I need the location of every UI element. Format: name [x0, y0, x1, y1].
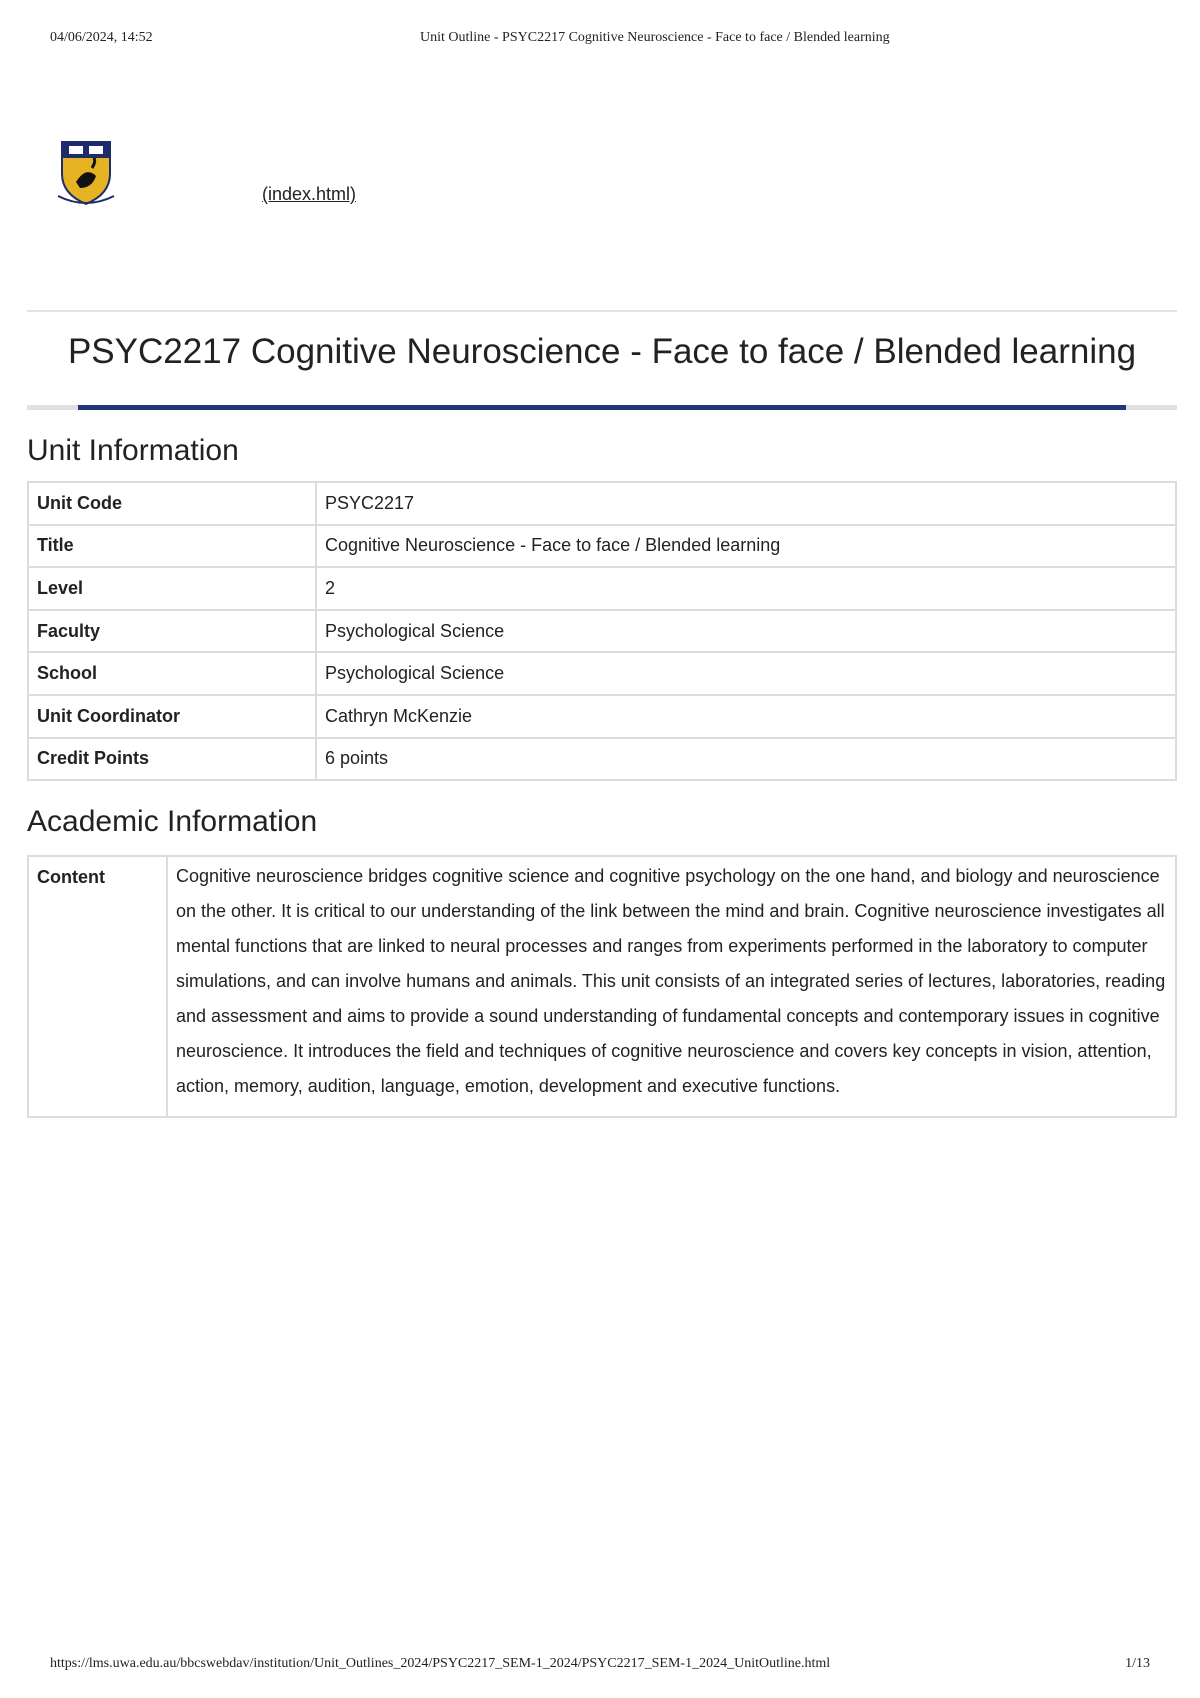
credit-points-label: Credit Points	[28, 738, 316, 781]
unit-code-value: PSYC2217	[316, 482, 1176, 525]
table-row	[28, 695, 1176, 738]
school-value: Psychological Science	[316, 652, 1176, 695]
faculty-value: Psychological Science	[316, 610, 1176, 653]
content-label: Content	[28, 856, 167, 1117]
unit-coordinator-label: Unit Coordinator	[28, 695, 316, 738]
unit-coordinator-value: Cathryn McKenzie	[316, 695, 1176, 738]
print-document-title: Unit Outline - PSYC2217 Cognitive Neuroscience - Face to face / Blended learning	[420, 30, 890, 45]
table-row	[28, 567, 1176, 610]
unit-information-table	[27, 481, 1177, 781]
title-value: Cognitive Neuroscience - Face to face / Blended learning	[316, 525, 1176, 568]
title-label: Title	[28, 525, 316, 568]
table-row	[28, 738, 1176, 781]
table-row	[28, 652, 1176, 695]
top-divider	[27, 310, 1177, 312]
unit-information-heading: Unit Information	[27, 434, 239, 467]
content-description: Cognitive neuroscience bridges cognitive science and cognitive psychology on the one hand, and biology and neuroscience on the other. It is critical to our understanding of the link between the mind and brain. Cognitive neuroscience investigates all mental functions that are linked to neural processes and ranges from experiments performed in the laboratory to computer simulations, and can involve humans and animals. This unit consists of an integrated series of lectures, laboratories, reading and assessment and aims to provide a sound understanding of fundamental concepts and contemporary issues in cognitive neuroscience. It introduces the field and techniques of cognitive neuroscience and covers key concepts in vision, attention, action, memory, audition, language, emotion, development and executive functions.	[167, 856, 1176, 1117]
page-title: PSYC2217 Cognitive Neuroscience - Face to face / Blended learning	[67, 332, 1137, 371]
school-label: School	[28, 652, 316, 695]
faculty-label: Faculty	[28, 610, 316, 653]
university-crest-icon[interactable]	[56, 138, 116, 208]
academic-information-heading: Academic Information	[27, 805, 318, 838]
level-label: Level	[28, 567, 316, 610]
credit-points-value: 6 points	[316, 738, 1176, 781]
title-accent-bar	[78, 405, 1126, 410]
unit-code-label: Unit Code	[28, 482, 316, 525]
print-url: https://lms.uwa.edu.au/bbcswebdav/institution/Unit_Outlines_2024/PSYC2217_SEM-1_2024/PSYC2217_SEM-1_2024_UnitOutline.html	[50, 1656, 831, 1671]
print-datetime: 04/06/2024, 14:52	[50, 30, 153, 45]
index-link[interactable]: (index.html)	[262, 184, 357, 204]
table-row	[28, 856, 1176, 1117]
table-row	[28, 482, 1176, 525]
table-row	[28, 525, 1176, 568]
print-header	[50, 30, 1150, 50]
academic-information-table	[27, 855, 1177, 1118]
level-value: 2	[316, 567, 1176, 610]
print-footer	[50, 1656, 1150, 1674]
table-row	[28, 610, 1176, 653]
page-number: 1/13	[1125, 1656, 1150, 1671]
